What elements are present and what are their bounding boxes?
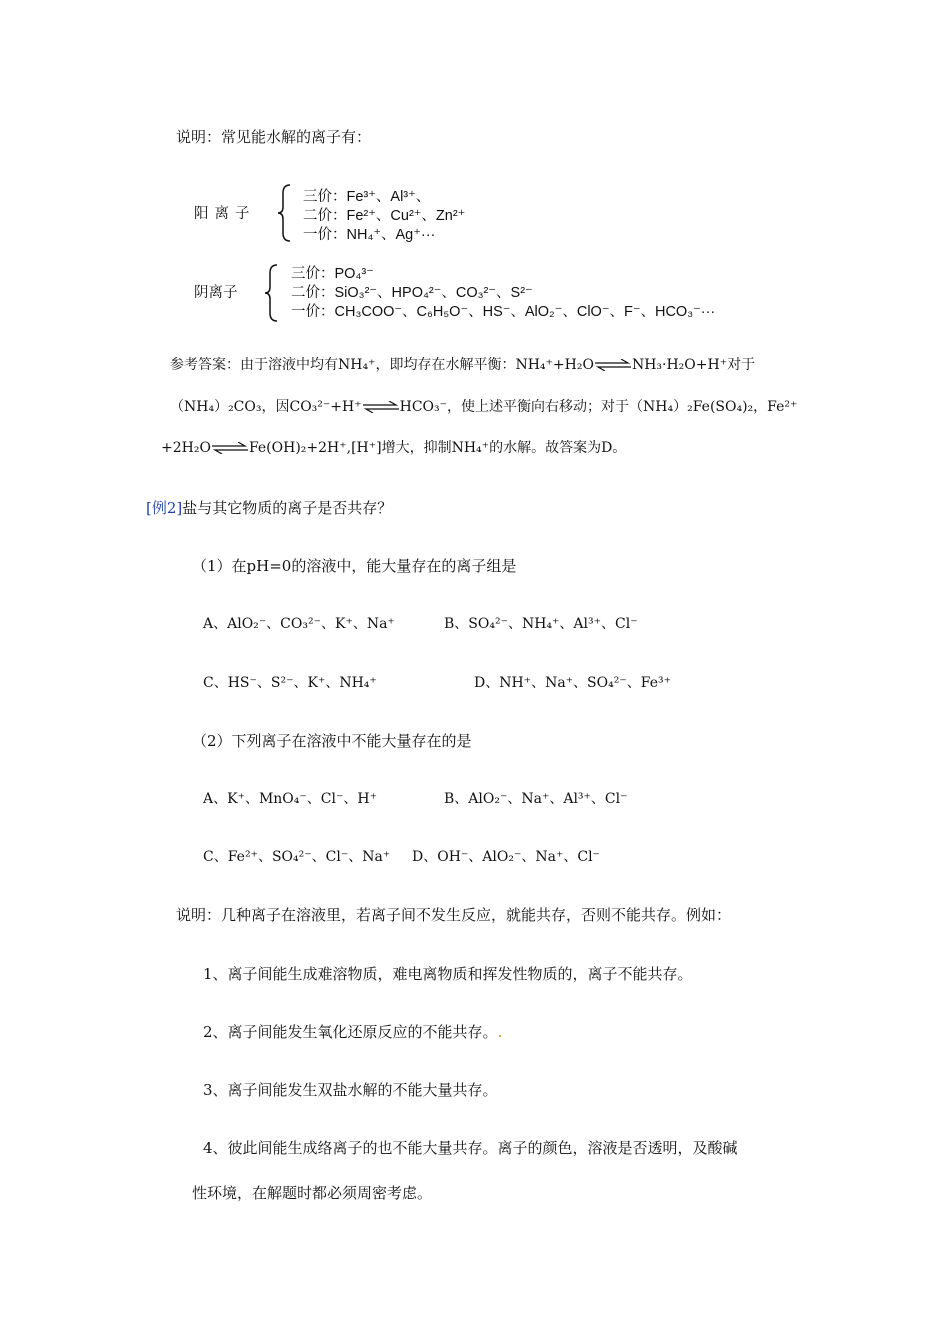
- example2-title: 盐与其它物质的离子是否共存？: [182, 499, 393, 517]
- equilibrium-arrow-icon: [594, 359, 632, 371]
- q2-stem: （2）下列离子在溶液中不能大量存在的是: [192, 732, 472, 750]
- q2-option-b: B、AlO₂⁻、Na⁺、Al³⁺、Cl⁻: [444, 791, 628, 807]
- cation-brace: [276, 183, 292, 243]
- rule-2-mark: .: [497, 1023, 503, 1041]
- q1-option-c: C、HS⁻、S²⁻、K⁺、NH₄⁺: [203, 675, 377, 691]
- answer-line-1: [170, 355, 755, 375]
- rule-3: 3、离子间能发生双盐水解的不能大量共存。: [203, 1081, 498, 1099]
- anion-trivalent: 三价：PO₄³⁻: [291, 266, 374, 282]
- answer-line-1b: NH₃·H₂O+H⁺对于: [631, 357, 756, 373]
- rule-2: [203, 1022, 502, 1042]
- cation-label: 阳 离 子: [194, 206, 251, 222]
- q1-stem: （1）在pH=0的溶液中，能大量存在的离子组是: [192, 557, 517, 575]
- cation-monovalent: 一价：NH₄⁺、Ag⁺···: [303, 227, 436, 243]
- equilibrium-arrow-icon: [211, 442, 249, 454]
- example2-heading: [146, 498, 392, 518]
- equilibrium-arrow-icon: [362, 401, 400, 413]
- answer-line-3: [161, 438, 626, 458]
- rule-2-text: 2、离子间能发生氧化还原反应的不能共存。: [203, 1023, 498, 1041]
- answer-line-2a: （NH₄）₂CO₃，因CO₃²⁻+H⁺: [170, 399, 362, 415]
- rule-1: 1、离子间能生成难溶物质，难电离物质和挥发性物质的，离子不能共存。: [203, 965, 693, 983]
- q1-option-b: B、SO₄²⁻、NH₄⁺、Al³⁺、Cl⁻: [444, 616, 638, 632]
- intro-note: 说明：常见能水解的离子有：: [176, 128, 372, 146]
- rule-4-continued: 性环境，在解题时都必须周密考虑。: [192, 1184, 433, 1202]
- q2-option-d: D、OH⁻、AlO₂⁻、Na⁺、Cl⁻: [412, 849, 600, 865]
- rule-4: 4、彼此间能生成络离子的也不能大量共存。离子的颜色，溶液是否透明，及酸碱: [203, 1139, 738, 1157]
- q1-option-d: D、NH⁺、Na⁺、SO₄²⁻、Fe³⁺: [474, 675, 671, 691]
- anion-label: 阴离子: [194, 285, 238, 301]
- answer-line-3b: Fe(OH)₂+2H⁺,[H⁺]增大，抑制NH₄⁺的水解。故答案为D。: [248, 440, 627, 456]
- example2-tag: [例2]: [146, 499, 183, 517]
- answer-line-2: [170, 397, 797, 417]
- answer-line-3a: +2H₂O: [161, 440, 211, 456]
- cation-divalent: 二价：Fe²⁺、Cu²⁺、Zn²⁺: [303, 208, 466, 224]
- q1-option-a: A、AlO₂⁻、CO₃²⁻、K⁺、Na⁺: [203, 616, 395, 632]
- q2-option-a: A、K⁺、MnO₄⁻、Cl⁻、H⁺: [203, 791, 377, 807]
- anion-brace: [263, 263, 279, 323]
- coexistence-note: 说明：几种离子在溶液里，若离子间不发生反应，就能共存，否则不能共存。例如：: [176, 906, 732, 924]
- q2-option-c: C、Fe²⁺、SO₄²⁻、Cl⁻、Na⁺: [203, 849, 391, 865]
- anion-monovalent: 一价：CH₃COO⁻、C₆H₅O⁻、HS⁻、AlO₂⁻、ClO⁻、F⁻、HCO₃⁻···: [291, 304, 716, 320]
- cation-trivalent: 三价：Fe³⁺、Al³⁺、: [303, 189, 431, 205]
- answer-line-2b: HCO₃⁻，使上述平衡向右移动；对于（NH₄）₂Fe(SO₄)₂，Fe²⁺: [399, 399, 798, 415]
- answer-line-1a: 参考答案：由于溶液中均有NH₄⁺，即均存在水解平衡：NH₄⁺+H₂O: [170, 357, 594, 373]
- anion-divalent: 二价：SiO₃²⁻、HPO₄²⁻、CO₃²⁻、S²⁻: [291, 285, 533, 301]
